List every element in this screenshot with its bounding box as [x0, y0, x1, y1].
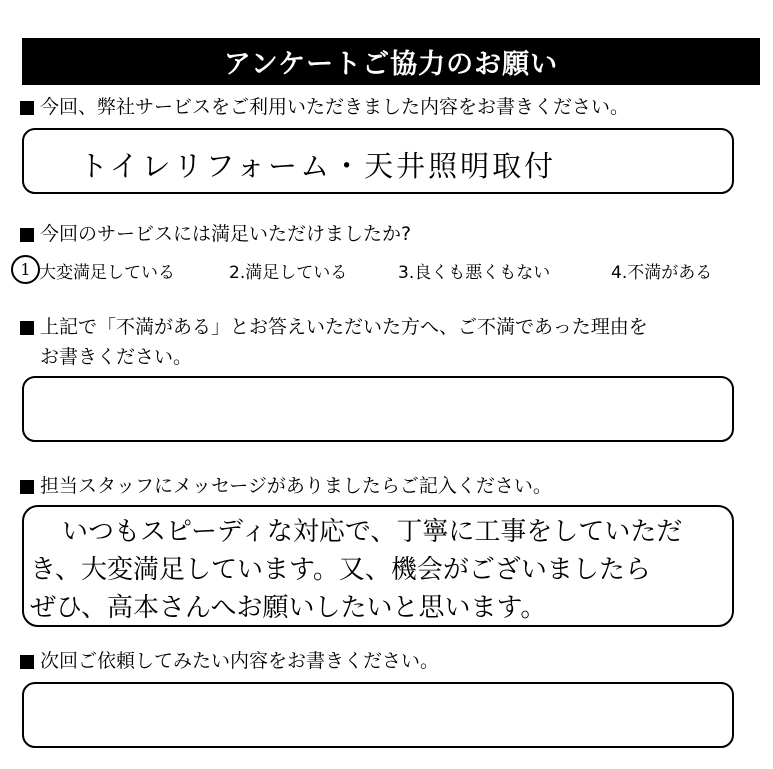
question-3-label-line-1: 上記で「不満がある」とお答えいただいた方へ、ご不満であった理由を — [40, 316, 648, 338]
answer-4-line-1: いつもスピーディな対応で、丁寧に工事をしていただ — [62, 517, 683, 547]
option-satisfied[interactable]: 2.満足している — [229, 263, 348, 283]
bullet-square-icon — [20, 321, 34, 335]
question-1 — [20, 97, 629, 122]
question-4-label: 担当スタッフにメッセージがありましたらご記入ください。 — [40, 475, 552, 497]
answer-box-3[interactable] — [22, 376, 734, 442]
question-5-label: 次回ご依頼してみたい内容をお書きください。 — [40, 650, 440, 672]
option-neutral[interactable]: 3.良くも悪くもない — [398, 263, 551, 283]
answer-box-1[interactable] — [22, 128, 734, 194]
answer-box-4[interactable] — [22, 505, 734, 627]
question-4 — [20, 476, 552, 501]
question-3-label — [40, 312, 648, 372]
question-3 — [20, 317, 648, 372]
answer-1-text: トイレリフォーム・天井照明取付 — [79, 149, 557, 183]
bullet-square-icon — [20, 228, 34, 242]
selected-option-circle[interactable]: 1 — [11, 255, 40, 284]
bullet-square-icon — [20, 655, 34, 669]
option-very-satisfied[interactable]: 大変満足している — [39, 263, 175, 283]
answer-4-line-3: ぜひ、高本さんへお願いしたいと思います。 — [30, 593, 547, 623]
option-dissatisfied[interactable]: 4.不満がある — [611, 263, 713, 283]
question-2 — [20, 224, 411, 249]
survey-title: アンケートご協力のお願い — [22, 38, 760, 85]
answer-box-5[interactable] — [22, 682, 734, 748]
bullet-square-icon — [20, 101, 34, 115]
question-3-label-line-2: お書きください。 — [40, 346, 193, 368]
question-1-label: 今回、弊社サービスをご利用いただきました内容をお書きください。 — [40, 96, 630, 118]
satisfaction-options — [13, 258, 733, 284]
answer-4-line-2: き、大変満足しています。又、機会がございましたら — [30, 555, 651, 585]
bullet-square-icon — [20, 480, 34, 494]
question-2-label: 今回のサービスには満足いただけましたか? — [40, 223, 412, 245]
question-5 — [20, 651, 439, 676]
